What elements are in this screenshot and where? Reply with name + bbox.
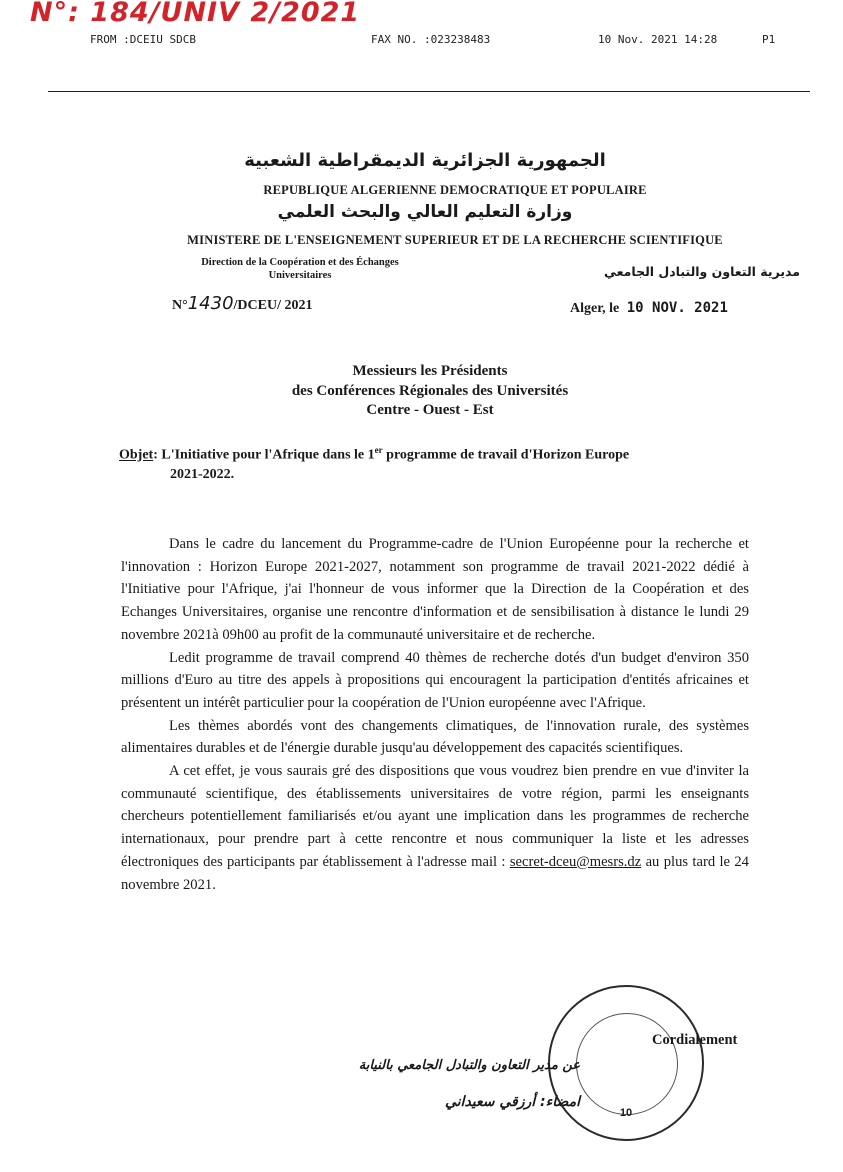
direction-french-line1: Direction de la Coopération et des Échanges bbox=[201, 257, 399, 268]
body-paragraph-1: Dans le cadre du lancement du Programme-cadre de l'Union Européenne pour la recherche et l'innovation : Horizon Europe 2021-2027, notamment son programme de travail 2021-2022 dédié à l'Initiative pour l'Afrique, j'ai l'honneur de vous informer que la Direction de la Coopération et des Echanges Universitaires, organise une rencontre d'information et de sensibilisation à distance le lundi 29 novembre 2021à 09h00 au profit de la communauté universitaire et de recherche. bbox=[121, 536, 749, 643]
date-stamp: 10 NOV. 2021 bbox=[626, 300, 728, 316]
closing: Cordialement bbox=[652, 1032, 738, 1048]
reference-handwritten-number: 1430 bbox=[187, 293, 234, 314]
date-line bbox=[570, 300, 728, 317]
fax-from: FROM :DCEIU SDCB bbox=[90, 33, 196, 46]
ministry-arabic: وزارة التعليم العالي والبحث العلمي bbox=[277, 202, 573, 222]
body-paragraph-3: Les thèmes abordés vont des changements climatiques, de l'innovation rurale, des systèmes alimentaires durables et de l'énergie durable jusqu'au développement des capacités scientifiques. bbox=[121, 717, 749, 757]
objet-sup: er bbox=[374, 445, 383, 455]
body-paragraph-4-text: A cet effet, je vous saurais gré des dispositions que vous voudrez bien prendre en vue d'inviter la communauté scientifique, des établissements universitaires de votre région, parmi les enseignants chercheurs potentiellement familiarisés et/ou ayant une implication dans les programmes de recherche internationaux, pour prendre part à cette rencontre et nous communiquer la liste et les adresses électroniques des participants par établissement à l'adresse mail : bbox=[121, 763, 749, 870]
signature-line-2: امضاء: أرزقي سعيداني bbox=[444, 1094, 580, 1110]
fax-page: P1 bbox=[762, 33, 776, 46]
republic-arabic: الجمهورية الجزائرية الديمقراطية الشعبية bbox=[244, 150, 606, 171]
objet-text-after: programme de travail d'Horizon Europe bbox=[382, 447, 630, 463]
objet-text-before: : L'Initiative pour l'Afrique dans le 1 bbox=[153, 447, 375, 463]
body-paragraph-4 bbox=[121, 760, 749, 896]
reference-number bbox=[172, 293, 312, 314]
fax-datetime: 10 Nov. 2021 14:28 bbox=[598, 33, 718, 46]
ministry-french: MINISTERE DE L'ENSEIGNEMENT SUPERIEUR ET DE LA RECHERCHE SCIENTIFIQUE bbox=[187, 233, 723, 247]
objet-block bbox=[119, 441, 759, 484]
reference-prefix: N° bbox=[172, 298, 188, 313]
addressee-line-3: Centre - Ouest - Est bbox=[366, 402, 494, 418]
stamp-inner-ring bbox=[576, 1013, 678, 1115]
direction-arabic: مديرية التعاون والتبادل الجامعي bbox=[603, 264, 800, 279]
addressee-line-1: Messieurs les Présidents bbox=[352, 363, 508, 379]
republic-french: REPUBLIQUE ALGERIENNE DEMOCRATIQUE ET POPULAIRE bbox=[263, 183, 647, 197]
date-place: Alger, le bbox=[570, 301, 620, 316]
direction-french-line2: Universitaires bbox=[268, 270, 332, 281]
objet-label: Objet bbox=[119, 447, 154, 463]
handwritten-reference: N°: 184/UNIV 2/2021 bbox=[30, 0, 361, 28]
stamp-number: 10 bbox=[619, 1107, 633, 1119]
letter-body bbox=[121, 533, 749, 896]
signature-line-1: عن مدير التعاون والتبادل الجامعي بالنيابة bbox=[358, 1058, 580, 1073]
contact-email-link[interactable]: secret-dceu@mesrs.dz bbox=[509, 853, 642, 870]
fax-number: FAX NO. :023238483 bbox=[371, 33, 491, 46]
body-paragraph-2: Ledit programme de travail comprend 40 thèmes de recherche dotés d'un budget d'environ 350 millions d'Euro au titre des appels à propositions qui encouragent la participation d'entités africaines et présentent un intérêt particulier pour la coopération de l'Union européenne avec l'Afrique. bbox=[121, 649, 749, 711]
reference-suffix: /DCEU/ 2021 bbox=[233, 298, 313, 313]
addressee-block bbox=[220, 362, 640, 421]
direction-french bbox=[170, 256, 430, 282]
header-rule bbox=[48, 91, 810, 92]
addressee-line-2: des Conférences Régionales des Universités bbox=[291, 382, 569, 399]
body-paragraph-4-end: au plus tard le 24 novembre 2021. bbox=[121, 853, 749, 893]
objet-line-2: 2021-2022. bbox=[170, 466, 235, 482]
